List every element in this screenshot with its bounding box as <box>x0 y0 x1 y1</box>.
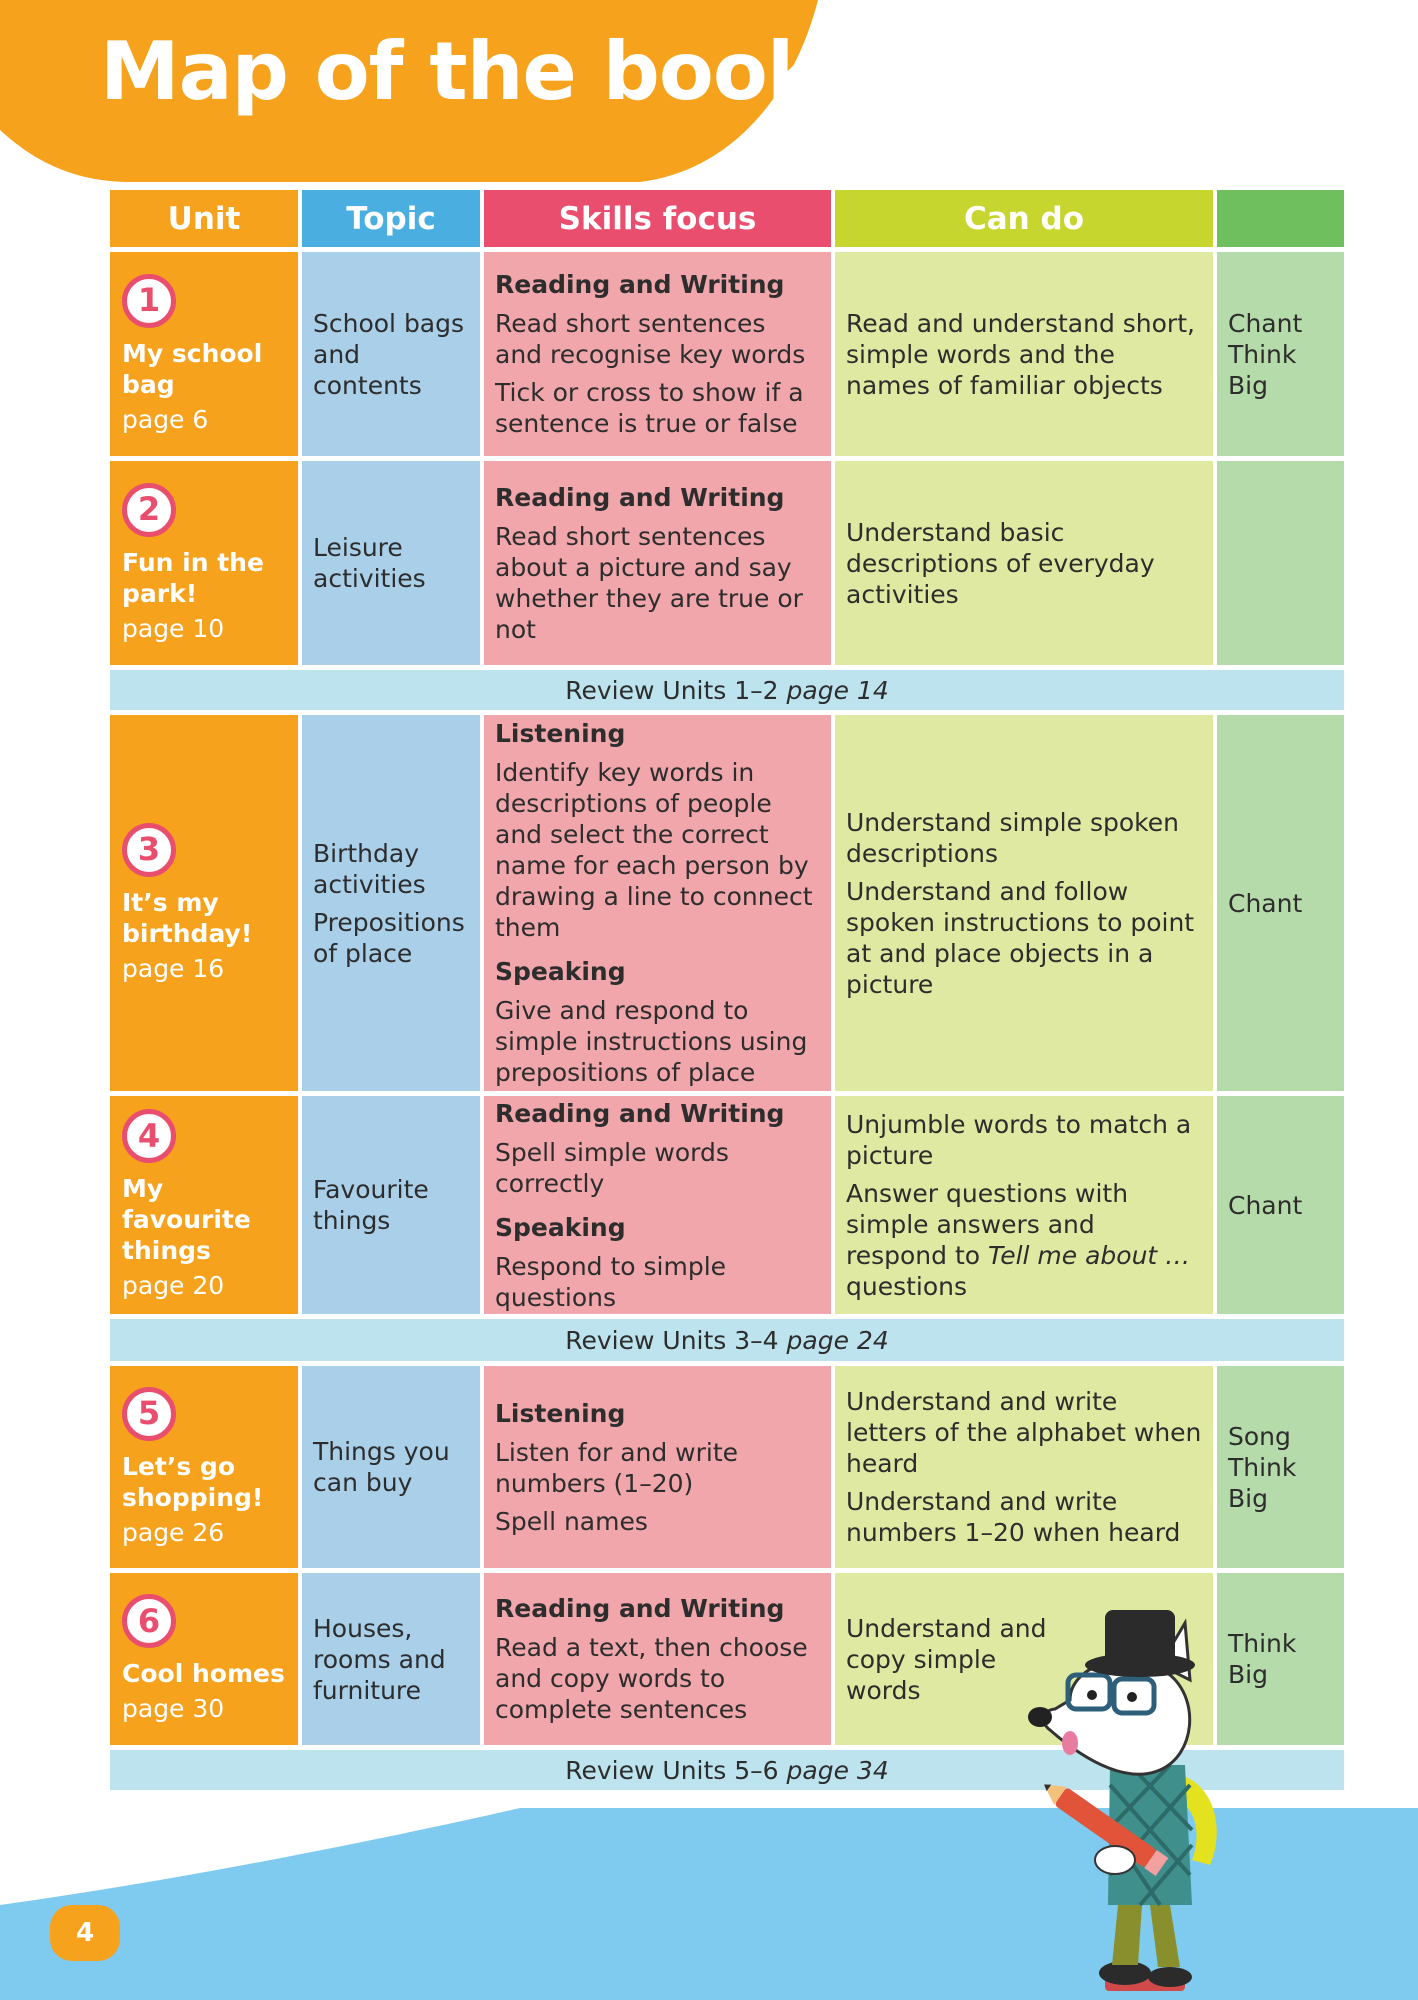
unit-number-badge: 2 <box>122 483 176 537</box>
unit-number-badge: 1 <box>122 274 176 328</box>
skill-heading: Reading and Writing <box>495 482 785 512</box>
skill-heading: Reading and Writing <box>495 1594 785 1623</box>
skill-item: Respond to simple questions <box>495 1251 727 1312</box>
cando-cell-5 <box>835 1366 1213 1568</box>
topic-text: Birthday activities <box>313 838 426 899</box>
extra-text: Think Big <box>1228 1629 1297 1689</box>
cando-cell-4 <box>835 1096 1213 1314</box>
cando-item: Understand and copy simple words <box>846 1613 1047 1705</box>
unit-page-ref: page 20 <box>122 1271 225 1300</box>
cando-item <box>846 1178 1202 1302</box>
header-extra <box>1217 190 1344 247</box>
skill-item: Spell simple words correctly <box>495 1137 729 1198</box>
review-page-ref: page 24 <box>786 1325 889 1355</box>
unit-number-badge: 6 <box>122 1594 176 1648</box>
skill-item: Read a text, then choose and copy words to complete sentences <box>495 1633 808 1724</box>
unit-name: My favourite things <box>122 1174 251 1265</box>
topic-text: Leisure activities <box>313 533 426 593</box>
unit-name: Cool homes <box>122 1659 285 1688</box>
skill-heading: Speaking <box>495 1212 626 1242</box>
topic-cell-6 <box>302 1573 480 1745</box>
cando-item: Understand and write letters of the alphabet when heard <box>846 1387 1202 1478</box>
unit-cell-6 <box>110 1573 298 1745</box>
header-can-do: Can do <box>835 190 1213 247</box>
review-label: Review Units 3–4 <box>565 1325 779 1355</box>
topic-cell-3 <box>302 715 480 1091</box>
skill-heading: Listening <box>495 719 626 748</box>
review-page-ref: page 14 <box>786 675 889 705</box>
skill-item: Give and respond to simple instructions using prepositions of place <box>495 996 808 1087</box>
skills-cell-2 <box>484 461 831 665</box>
unit-page-ref: page 10 <box>122 613 225 643</box>
extra-text: Chant <box>1228 888 1303 918</box>
unit-cell-2 <box>110 461 298 665</box>
unit-page-ref: page 16 <box>122 953 225 983</box>
topic-cell-1 <box>302 252 480 456</box>
fox-mascot-illustration <box>1010 1605 1240 2000</box>
skill-heading: Reading and Writing <box>495 270 785 299</box>
unit-number-badge: 5 <box>122 1387 176 1441</box>
unit-number-badge: 4 <box>122 1109 176 1163</box>
topic-text: Things you can buy <box>313 1437 450 1497</box>
skills-cell-5 <box>484 1366 831 1568</box>
map-table <box>110 190 1340 1800</box>
topic-text: Favourite things <box>313 1175 429 1235</box>
header-topic: Topic <box>302 190 480 247</box>
topic-text: Houses, rooms and furniture <box>313 1613 446 1705</box>
unit-name: Let’s go shopping! <box>122 1451 264 1512</box>
topic-cell-4 <box>302 1096 480 1314</box>
header-unit: Unit <box>110 190 298 247</box>
extra-cell-5 <box>1217 1366 1344 1568</box>
unit-cell-1 <box>110 252 298 456</box>
skill-item: Read short sentences about a picture and say whether they are true or not <box>495 521 803 644</box>
unit-name: It’s my birthday! <box>122 887 253 948</box>
review-label: Review Units 5–6 <box>565 1755 779 1785</box>
skills-cell-3 <box>484 715 831 1091</box>
skill-item: Listen for and write numbers (1–20) <box>495 1437 739 1498</box>
unit-name: My school bag <box>122 338 263 399</box>
unit-cell-5 <box>110 1366 298 1568</box>
cando-item: Understand and write numbers 1–20 when heard <box>846 1487 1181 1547</box>
cando-item: Unjumble words to match a picture <box>846 1109 1192 1170</box>
topic-cell-5 <box>302 1366 480 1568</box>
page-title: Map of the book <box>100 25 820 118</box>
unit-page-ref: page 6 <box>122 404 209 434</box>
extra-cell-4 <box>1217 1096 1344 1314</box>
cando-text-tail: questions <box>846 1271 968 1301</box>
unit-page-ref: page 26 <box>122 1517 225 1547</box>
extra-text: Chant Think Big <box>1228 308 1303 400</box>
cando-italic-phrase: Tell me about … <box>988 1240 1191 1270</box>
cando-cell-2 <box>835 461 1213 665</box>
cando-item: Understand simple spoken descriptions <box>846 807 1179 868</box>
cando-text: Answer questions with simple answers and respond to <box>846 1178 1129 1270</box>
skills-cell-4 <box>484 1096 831 1314</box>
unit-cell-4 <box>110 1096 298 1314</box>
skill-heading: Reading and Writing <box>495 1098 785 1128</box>
skill-item: Read short sentences and recognise key words <box>495 309 806 369</box>
cando-cell-3 <box>835 715 1213 1091</box>
topic-text: School bags and contents <box>313 308 465 400</box>
page-number-badge: 4 <box>50 1905 120 1961</box>
skills-cell-6 <box>484 1573 831 1745</box>
cando-cell-1 <box>835 252 1213 456</box>
review-page-ref: page 34 <box>786 1755 889 1785</box>
skill-item: Tick or cross to show if a sentence is true or false <box>495 378 804 438</box>
skill-item: Identify key words in descriptions of people and select the correct name for each person by drawing a line to connect them <box>495 758 813 942</box>
cando-item: Read and understand short, simple words and the names of familiar objects <box>846 308 1195 400</box>
unit-cell-3 <box>110 715 298 1091</box>
skill-item: Spell names <box>495 1506 648 1536</box>
topic-text: Prepositions of place <box>313 907 465 968</box>
skill-heading: Speaking <box>495 957 626 986</box>
extra-text: Song Think Big <box>1228 1421 1297 1513</box>
unit-number-badge: 3 <box>122 823 176 877</box>
header-skills-focus: Skills focus <box>484 190 831 247</box>
review-label: Review Units 1–2 <box>565 675 779 705</box>
review-row-1 <box>110 670 1344 710</box>
cando-item: Understand and follow spoken instructions to point at and place objects in a picture <box>846 876 1195 999</box>
extra-cell-3 <box>1217 715 1344 1091</box>
review-row-2 <box>110 1319 1344 1361</box>
skill-heading: Listening <box>495 1398 626 1428</box>
extra-cell-1 <box>1217 252 1344 456</box>
skills-cell-1 <box>484 252 831 456</box>
topic-cell-2 <box>302 461 480 665</box>
unit-page-ref: page 30 <box>122 1694 225 1723</box>
cando-item: Understand basic descriptions of everyday activities <box>846 517 1155 609</box>
extra-text: Chant <box>1228 1190 1303 1220</box>
unit-name: Fun in the park! <box>122 547 264 608</box>
extra-cell-2 <box>1217 461 1344 665</box>
